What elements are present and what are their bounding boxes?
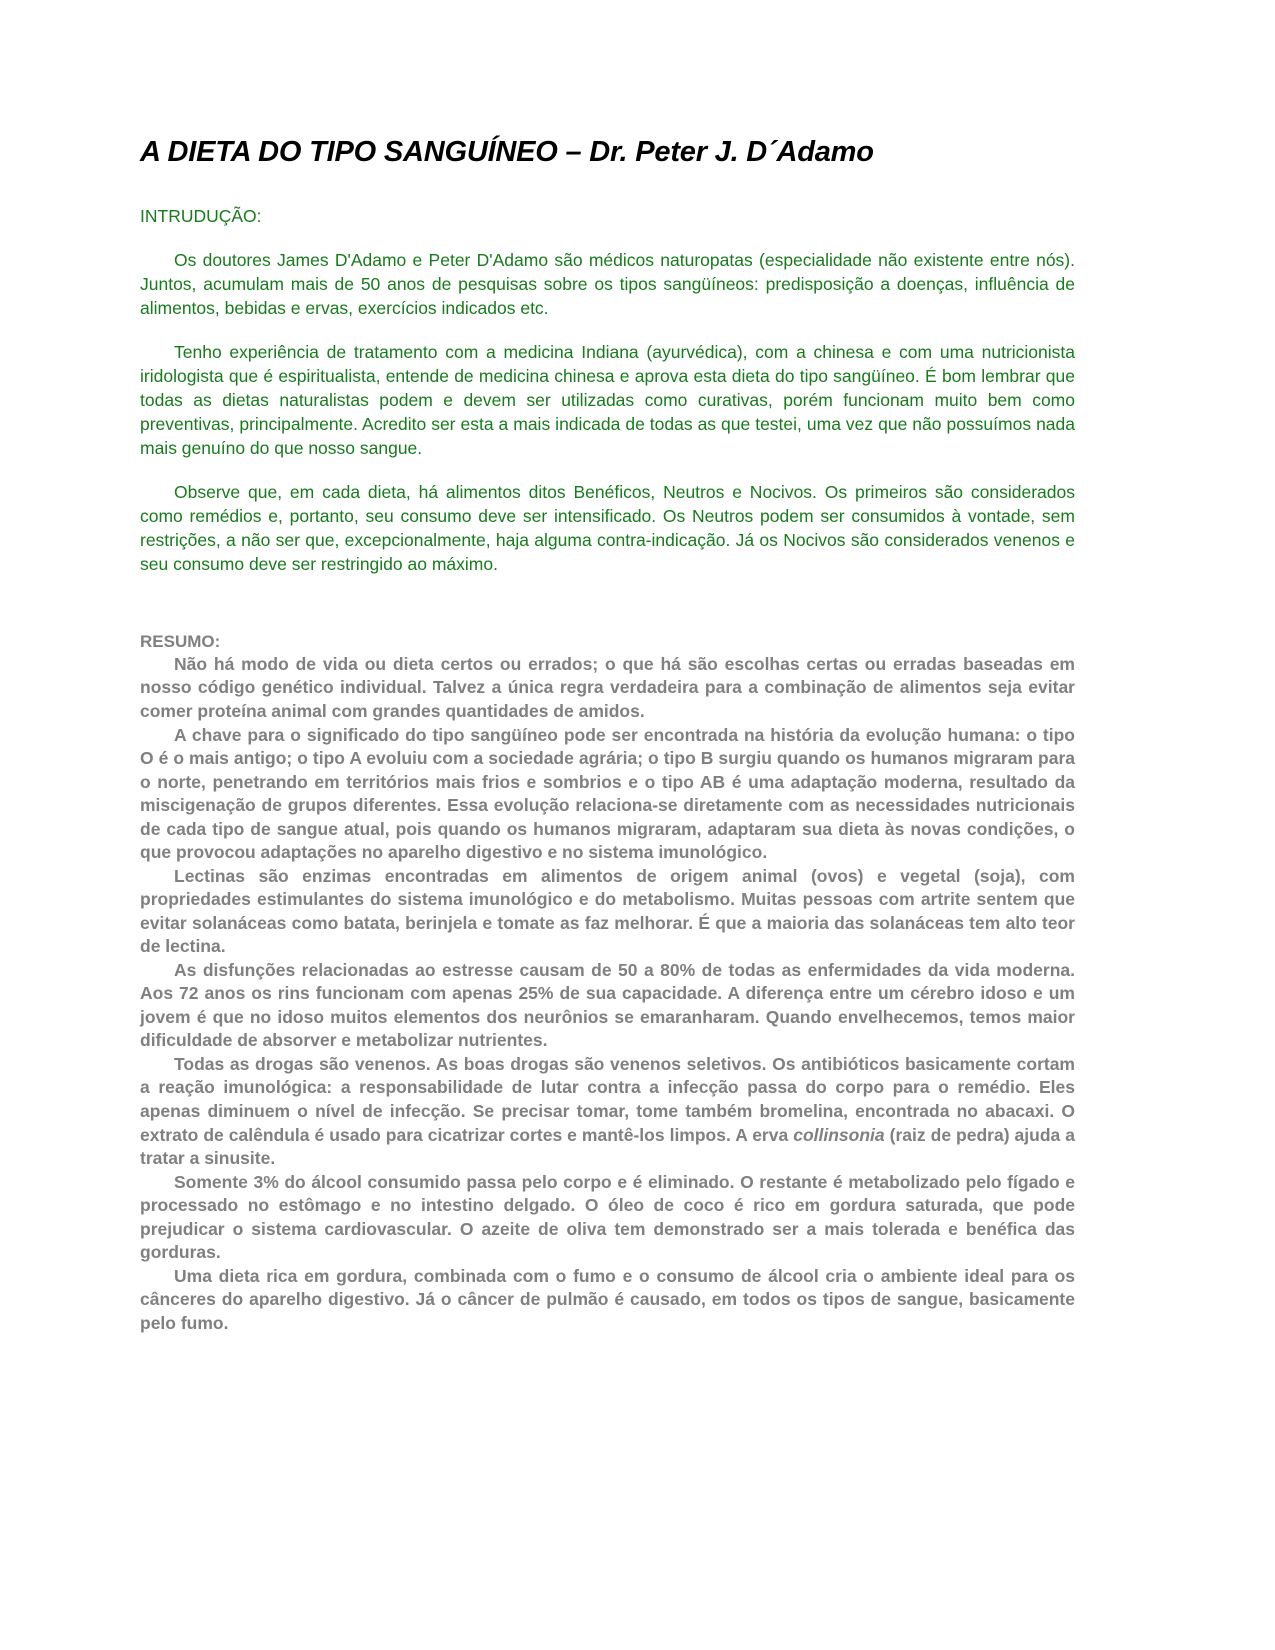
- resumo-drogas-text-after: (raiz de pedra) ajuda a tratar a sinusite.: [140, 1124, 1075, 1169]
- scientific-term-collinsonia: collinsonia: [793, 1124, 885, 1145]
- resumo-paragraph-alcool: Somente 3% do álcool consumido passa pelo corpo e é eliminado. O restante é metabolizado pelo fígado e processado no estômago e no intestino delgado. O óleo de coco é rico em gordura saturada, que pode prejudicar o sistema cardiovascular. O azeite de oliva tem demonstrado ser a mais tolerada e benéfica das gorduras.: [140, 1171, 1075, 1263]
- introducao-paragraph-1: Os doutores James D'Adamo e Peter D'Adamo são médicos naturopatas (especialidade não existente entre nós). Juntos, acumulam mais de 50 anos de pesquisas sobre os tipos sangüíneos: predisposição a doenças, influência de alimentos, bebidas e ervas, exercícios indicados etc.: [140, 250, 1075, 318]
- resumo-paragraph-1: Não há modo de vida ou dieta certos ou errados; o que há são escolhas certas ou erradas baseadas em nosso código genético individual. Talvez a única regra verdadeira para a combinação de alimentos seja evitar comer proteína animal com grandes quantidades de amidos.: [140, 653, 1075, 721]
- resumo-heading: RESUMO:: [140, 631, 221, 651]
- introducao-paragraph-2: Tenho experiência de tratamento com a medicina Indiana (ayurvédica), com a chinesa e com uma nutricionista iridologista que é espiritualista, entende de medicina chinesa e aprova esta dieta do tipo sangüíneo. É bom lembrar que todas as dietas naturalistas podem e devem ser utilizadas como curativas, porém funcionam muito bem como preventivas, principalmente. Acredito ser esta a mais indicada de todas as que testei, uma vez que não possuímos nada mais genuíno do que nosso sangue.: [140, 342, 1075, 458]
- introducao-paragraph-3: Observe que, em cada dieta, há alimentos ditos Benéficos, Neutros e Nocivos. Os primeiros são considerados como remédios e, portanto, seu consumo deve ser intensificado. Os Neutros podem ser consumidos à vontade, sem restrições, a não ser que, excepcionalmente, haja alguma contra-indicação. Já os Nocivos são considerados venenos e seu consumo deve ser restringido ao máximo.: [140, 482, 1075, 574]
- document-content: [140, 0, 1075, 1335]
- resumo-paragraph-2: A chave para o significado do tipo sangüíneo pode ser encontrada na história da evolução humana: o tipo O é o mais antigo; o tipo A evoluiu com a sociedade agrária; o tipo B surgiu quando os humanos migraram para o norte, penetrando em territórios mais frios e sombrios e o tipo AB é uma adaptação moderna, resultado da miscigenação de grupos diferentes. Essa evolução relaciona-se diretamente com as necessidades nutricionais de cada tipo de sangue atual, pois quando os humanos migraram, adaptaram sua dieta às novas condições, o que provocou adaptações no aparelho digestivo e no sistema imunológico.: [140, 724, 1075, 863]
- intro-heading-wrap: [140, 169, 1075, 228]
- resumo-drogas-text-before: Todas as drogas são venenos. As boas drogas são venenos seletivos. Os antibióticos basicamente cortam a reação imunológica: a responsabilidade de lutar contra a infecção passa do corpo para o remédio. Eles apenas diminuem o nível de infecção. Se precisar tomar, tome também bromelina, encontrada no abacaxi. O extrato de calêndula é usado para cicatrizar cortes e mantê-los limpos. A erva: [140, 1053, 1075, 1145]
- page-title: A DIETA DO TIPO SANGUÍNEO – Dr. Peter J. D´Adamo: [140, 136, 874, 168]
- section-resumo: [140, 577, 1075, 1336]
- introducao-heading: INTRUDUÇÃO:: [140, 206, 262, 227]
- section-introducao: [140, 169, 1075, 576]
- resumo-paragraph-3: Lectinas são enzimas encontradas em alimentos de origem animal (ovos) e vegetal (soja), com propriedades estimulantes do sistema imunológico e do metabolismo. Muitas pessoas com artrite sentem que evitar solanáceas como batata, berinjela e tomate as faz melhorar. É que a maioria das solanáceas tem alto teor de lectina.: [140, 865, 1075, 957]
- resumo-paragraph-4: As disfunções relacionadas ao estresse causam de 50 a 80% de todas as enfermidades da vida moderna. Aos 72 anos os rins funcionam com apenas 25% de sua capacidade. A diferença entre um cérebro idoso e um jovem é que no idoso muitos elementos dos neurônios se emaranharam. Quando envelhecemos, temos maior dificuldade de absorver e metabolizar nutrientes.: [140, 959, 1075, 1051]
- resumo-paragraph-gordura: Uma dieta rica em gordura, combinada com o fumo e o consumo de álcool cria o ambiente ideal para os cânceres do aparelho digestivo. Já o câncer de pulmão é causado, em todos os tipos de sangue, basicamente pelo fumo.: [140, 1265, 1075, 1333]
- resumo-paragraph-drogas: [140, 1053, 1075, 1171]
